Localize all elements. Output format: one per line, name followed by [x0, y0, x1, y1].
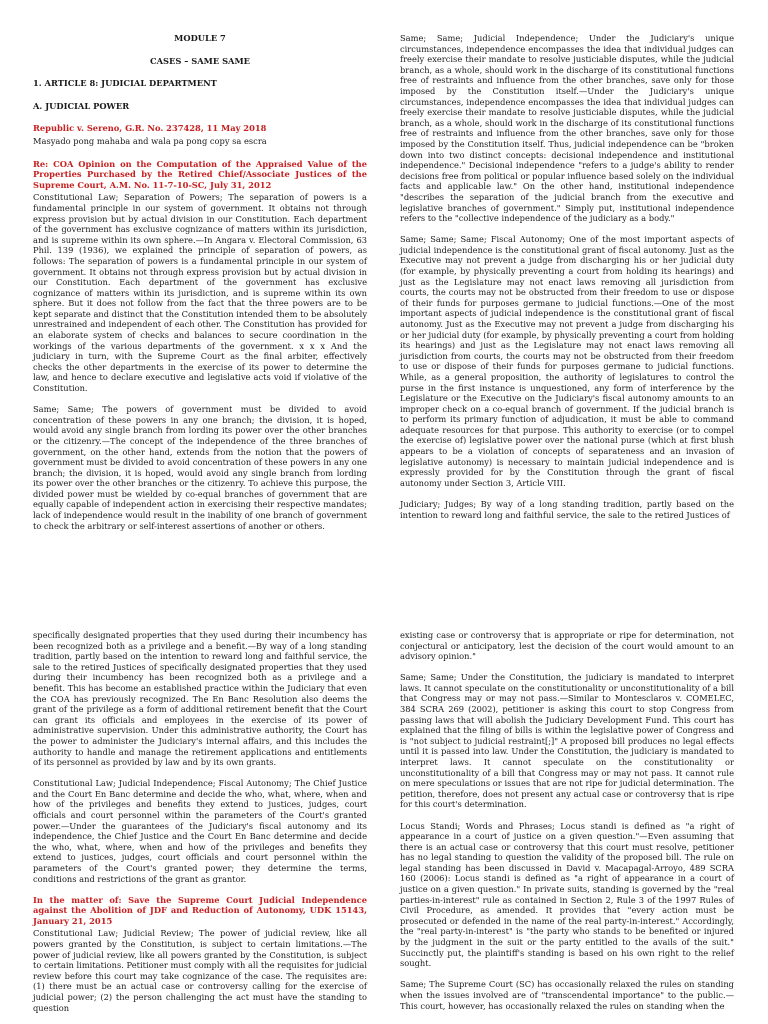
case-title-coa-opinion: Re: COA Opinion on the Computation of the Appraised Value of the Properties Purchased by the Retired Chief/Associate Justices of the Supreme Court, A.M. No. 11-7-10-SC, July 31, 2012	[33, 158, 367, 190]
paragraph: Same; Same; Under the Constitution, the judiciary is mandated to interpret laws. It cannot speculate on the constitutionality or unconstitutionality of a bill that Congress may or may not pass.—Similar to Montesclaros v. COMELEC, 384 SCRA 269 (2002), petitioner is asking this court to stop Congress from passing laws that will abolish the Judiciary Development Fund. This court has explained that the filing of bills is within the legislative power of Congress and is "not subject to judicial restraint[;]" A proposed bill produces no legal effects until it is passed into law. Under the Constitution, the judiciary is mandated to interpret laws. It cannot speculate on the constitutionality or unconstitutionality of a bill that Congress may or may not pass. It cannot rule on mere speculations or issues that are not ripe for judicial determination. The petition, therefore, does not present any actual case or controversy that is ripe for this court's determination.	[400, 672, 734, 810]
paragraph: Same; The Supreme Court (SC) has occasionally relaxed the rules on standing when the issues involved are of "transcendental importance" to the public.—This court, however, has occasionally relaxed the rules on standing when the	[400, 979, 734, 1011]
paragraph: Judiciary; Judges; By way of a long standing tradition, partly based on the intention to reward long and faithful service, the sale to the retired Justices of	[400, 498, 734, 520]
module-title: MODULE 7	[174, 33, 226, 43]
article-heading: 1. ARTICLE 8: JUDICIAL DEPARTMENT	[33, 78, 217, 89]
section-heading: A. JUDICIAL POWER	[33, 100, 130, 111]
page-gap	[0, 560, 768, 620]
paragraph: Same; Same; The powers of government must be divided to avoid concentration of these powers in any one branch; the division, it is hoped, would avoid any single branch from lording its power over the other branches or the citizenry.—The concept of the independence of the three branches of government, on the other hand, extends from the notion that the powers of government must be divided to avoid concentration of these powers in any one branch; the division, it is hoped, would avoid any single branch from lording its power over the other branches or the citizenry. To achieve this purpose, the divided power must be wielded by co-equal branches of government that are equally capable of independent action in exercising their respective mandates; lack of independence would result in the inability of one branch of government to check the arbitrary or self-interest assertions of another or others.	[33, 404, 367, 531]
paragraph: existing case or controversy that is appropriate or ripe for determination, not conjectural or anticipatory, lest the decision of the court would amount to an advisory opinion."	[400, 630, 734, 662]
paragraph: Constitutional Law; Separation of Powers; The separation of powers is a fundamental principle in our system of government. It obtains not through express provision but by actual division in our Constitution. Each department of the government has exclusive cognizance of matters within its jurisdiction, and is supreme within its own sphere.—In Angara v. Electoral Commission, 63 Phil. 139 (1936), we explained the principle of separation of powers, as follows: The separation of powers is a fundamental principle in our system of government. It obtains not through express provision but by actual division in our Constitution. Each department of the government has exclusive cognizance of matters within its jurisdiction, and is supreme within its own sphere. But it does not follow from the fact that the three powers are to be kept separate and distinct that the Constitution intended them to be absolutely unrestrained and independent of each other. The Constitution has provided for an elaborate system of checks and balances to secure coordination in the workings of the various departments of the government. x x x And the judiciary in turn, with the Supreme Court as the final arbiter, effectively checks the other departments in the exercise of its power to determine the law, and hence to declare executive and legislative acts void if violative of the Constitution.	[33, 192, 368, 394]
page-1-left-column	[33, 33, 367, 542]
page-2-left-column	[33, 630, 367, 1024]
paragraph: Constitutional Law; Judicial Review; The power of judicial review, like all powers granted by the Constitution, is subject to certain limitations.—The power of judicial review, like all powers granted by the Constitution, is subject to certain limitations. Petitioner must comply with all the requisites for judicial review before this court may take cognizance of the case. The requisites are: (1) there must be an actual case or controversy calling for the exercise of judicial power; (2) the person challenging the act must have the standing to question	[33, 928, 367, 1013]
paragraph: specifically designated properties that they used during their incumbency has been recognized both as a privilege and a benefit.—By way of a long standing tradition, partly based on the intention to reward long and faithful service, the sale to the retired Justices of specifically designated properties that they used during their incumbency has been recognized both as a privilege and a benefit. This has become an established practice within the Judiciary that even the COA has previously recognized. The En Banc Resolution also deems the grant of the privilege as a form of additional retirement benefit that the Court can grant its officials and employees in the exercise of its power of administrative supervision. Under this administrative authority, the Court has the power to administer the Judiciary's internal affairs, and this includes the authority to handle and manage the retirement applications and entitlements of its personnel as provided by law and by its own grants.	[33, 630, 367, 768]
page-2-right-column	[400, 630, 734, 1022]
paragraph: Constitutional Law; Judicial Independence; Fiscal Autonomy; The Chief Justice and the Court En Banc determine and decide the who, what, where, when and how of the privileges and benefits they extend to justices, judges, court officials and court personnel within the parameters of the Court's granted power.—Under the guarantees of the Judiciary's fiscal autonomy and its independence, the Chief Justice and the Court En Banc determine and decide the who, what, where, when and how of the privileges and benefits they extend to justices, judges, court officials and court personnel within the parameters of the Court's granted power; they determine the terms, conditions and restrictions of the grant as grantor.	[33, 778, 367, 884]
page-2	[0, 620, 768, 1024]
page-1-right-column	[400, 33, 734, 531]
paragraph: Locus Standi; Words and Phrases; Locus standi is defined as "a right of appearance in a court of justice on a given question."—Even assuming that there is an actual case or controversy that this court must resolve, petitioner has no legal standing to question the validity of the proposed bill. The rule on legal standing has been discussed in David v. Macapagal-Arroyo, 489 SCRA 160 (2006): Locus standi is defined as "a right of appearance in a court of justice on a given question." In private suits, standing is governed by the "real parties-in-interest" rule as contained in Section 2, Rule 3 of the 1997 Rules of Civil Procedure, as amended. It provides that "every action must be prosecuted or defended in the name of the real party-in-interest." Accordingly, the "real party-in-interest" is "the party who stands to be benefited or injured by the judgment in the suit or the party entitled to the avails of the suit." Succinctly put, the plaintiff's standing is based on his own right to the relief sought.	[400, 820, 734, 969]
case-title-save-supreme-court: In the matter of: Save the Supreme Court Judicial Independence against the Abolition of JDF and Reduction of Autonomy, UDK 15143, January 21, 2015	[33, 894, 367, 926]
case-note: Masyado pong mahaba and wala pa pong copy sa escra	[33, 135, 267, 146]
case-title-republic-v-sereno: Republic v. Sereno, G.R. No. 237428, 11 May 2018	[33, 123, 267, 134]
module-subtitle: CASES – SAME SAME	[149, 55, 251, 66]
paragraph: Same; Same; Judicial Independence; Under the Judiciary's unique circumstances, independence encompasses the idea that individual judges can freely exercise their mandate to resolve justiciable disputes, while the judicial branch, as a whole, should work in the discharge of its constitutional functions free of restraints and influence from the other branches, save only for those imposed by the Constitution itself.—Under the Judiciary's unique circumstances, independence encompasses the idea that individual judges can freely exercise their mandate to resolve justiciable disputes, while the judicial branch, as a whole, should work in the discharge of its constitutional functions free of restraints and influence from the other branches, save only for those imposed by the Constitution itself. Thus, judicial independence can be "broken down into two distinct concepts: decisional independence and institutional independence." Decisional independence "refers to a judge's ability to render decisions free from political or popular influence based solely on the individual facts and applicable law." On the other hand, institutional independence "describes the separation of the judicial branch from the executive and legislative branches of government." Simply put, institutional independence refers to the "collective independence of the judiciary as a body."	[400, 33, 734, 224]
paragraph: Same; Same; Same; Fiscal Autonomy; One of the most important aspects of judicial independence is the constitutional grant of fiscal autonomy. Just as the Executive may not prevent a judge from discharging his or her judicial duty (for example, by physically preventing a court from holding its hearings) and just as the Legislature may not enact laws removing all jurisdiction from courts, the courts may not be obstructed from their freedom to use or dispose of their funds for purposes germane to judicial functions.—One of the most important aspects of judicial independence is the constitutional grant of fiscal autonomy. Just as the Executive may not prevent a judge from discharging his or her judicial duty (for example, by physically preventing a court from holding its hearings) and just as the Legislature may not enact laws removing all jurisdiction from courts, the courts may not be obstructed from their freedom to use or dispose of their funds for purposes germane to judicial functions. While, as a general proposition, the authority of legislatures to control the purse in the first instance is unquestioned, any form of interference by the Legislature or the Executive on the Judiciary's fiscal autonomy amounts to an improper check on a co-equal branch of government. If the judicial branch is to perform its primary function of adjudication, it must be able to command adequate resources for that purpose. This authority to exercise (or to compel the exercise of) legislative power over the national purse (which at first blush appears to be a violation of concepts of separateness and an invasion of legislative autonomy) is necessary to maintain judicial independence and is expressly provided for by the Constitution through the grant of fiscal autonomy under Section 3, Article VIII.	[400, 234, 734, 488]
